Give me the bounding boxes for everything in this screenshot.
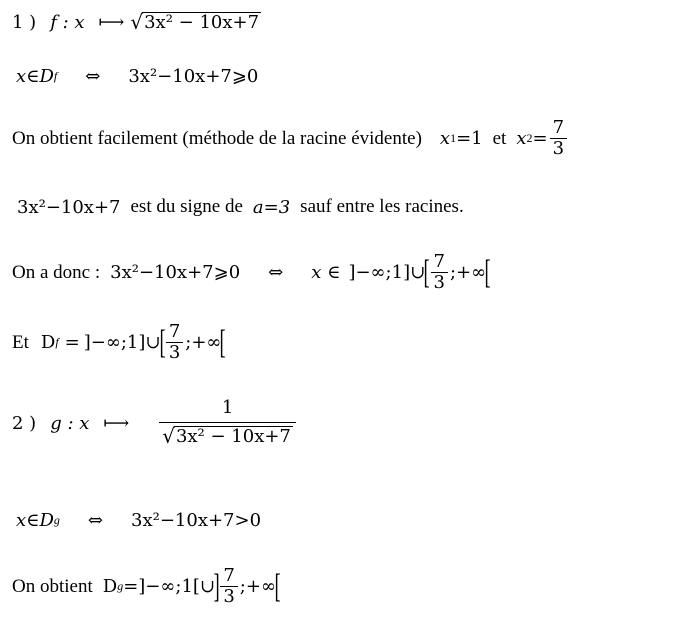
dg-interval-1: ]−∞;1[∪	[138, 576, 216, 598]
domain-g-rhs: 3x²−10x+7>0	[131, 510, 262, 531]
dg-num: 7	[223, 565, 235, 586]
roots-text: On obtient facilement (méthode de la racine évidente)	[12, 127, 422, 149]
donc-num: 7	[433, 251, 445, 272]
donc-interval-1: ]−∞;1]∪	[348, 262, 426, 284]
donc-den: 3	[431, 272, 448, 294]
dg-sub: g	[117, 579, 124, 594]
q2-function-name: g : x	[50, 412, 90, 434]
dg-eq: =	[123, 576, 139, 598]
q1-sqrt	[130, 12, 261, 34]
dg-D: D	[102, 576, 118, 598]
root-x2-fraction	[550, 118, 567, 159]
maps-to-icon: ⟼	[98, 12, 125, 34]
sign-poly: 3x²−10x+7	[17, 196, 121, 218]
right-bracket-icon: ]	[213, 567, 220, 605]
domain-f-condition	[16, 66, 258, 87]
dg-interval-2: ;+∞	[239, 576, 276, 598]
donc-text: On a donc :	[12, 261, 101, 283]
domain-f-sub: f	[53, 69, 58, 83]
df-eq: =	[64, 332, 80, 354]
left-bracket-icon: [	[423, 253, 430, 291]
dg-fraction	[220, 566, 237, 607]
domain-f-rhs: 3x²−10x+7⩾0	[128, 66, 259, 87]
root-x2-eq: =	[532, 128, 548, 150]
q2-sqrt	[162, 423, 293, 448]
root-x2-den: 3	[550, 138, 567, 160]
sign-text-2: sauf entre les racines.	[300, 196, 464, 217]
domain-f-lhs: x∈D	[16, 66, 54, 87]
dg-text: On obtient	[12, 575, 93, 597]
donc-interval-2: ;+∞	[449, 262, 487, 284]
open-bracket-icon: [	[484, 253, 491, 291]
q2-definition	[12, 398, 298, 448]
maps-to-icon: ⟼	[103, 412, 130, 434]
df-sub: f	[55, 335, 59, 350]
dg-den: 3	[220, 586, 237, 608]
radical-icon: √	[162, 423, 175, 448]
open-bracket-icon: [	[274, 567, 281, 605]
donc-x-in: x ∈	[311, 262, 341, 284]
root-x2-sub: 2	[526, 131, 533, 146]
df-line	[12, 322, 225, 363]
q1-definition	[12, 12, 261, 34]
root-x1-sub: 1	[450, 131, 457, 146]
donc-fraction	[431, 252, 448, 293]
df-num: 7	[168, 321, 181, 342]
q2-num: 1	[221, 397, 234, 418]
donc-line	[12, 252, 489, 293]
equiv-icon: ⇔	[85, 66, 101, 87]
domain-g-condition	[16, 510, 261, 531]
roots-line	[12, 118, 569, 159]
root-x1: x	[439, 128, 451, 150]
donc-ineq: 3x²−10x+7⩾0	[110, 262, 241, 284]
equiv-icon: ⇔	[87, 510, 104, 531]
sign-a: a=3	[252, 196, 291, 218]
df-D: D	[40, 332, 56, 354]
domain-g-sub: g	[53, 513, 60, 527]
donc-equiv: ⇔	[268, 262, 284, 284]
domain-g-lhs: x∈D	[16, 510, 54, 531]
roots-et: et	[492, 127, 507, 149]
q1-label: 1 )	[12, 12, 37, 34]
sign-line	[17, 196, 464, 218]
open-bracket-icon: [	[219, 323, 227, 361]
root-x1-value: =1	[456, 128, 483, 150]
q1-function-name: f : x	[50, 12, 85, 34]
q1-radicand: 3x² − 10x+7	[144, 12, 260, 33]
q2-radicand: 3x² − 10x+7	[175, 425, 291, 447]
sign-text-1: est du signe de	[130, 196, 243, 217]
df-interval-2: ;+∞	[185, 332, 222, 354]
left-bracket-icon: [	[159, 323, 166, 361]
df-interval-1: ]−∞;1]∪	[83, 332, 161, 354]
root-x2: x	[516, 128, 527, 150]
q2-fraction	[159, 398, 296, 448]
df-text: Et	[12, 331, 29, 353]
root-x2-num: 7	[552, 117, 565, 138]
q2-label: 2 )	[12, 412, 37, 434]
dg-line	[12, 566, 279, 607]
df-fraction	[166, 322, 183, 363]
q2-den	[159, 422, 296, 449]
radical-icon: √	[130, 10, 144, 34]
df-den: 3	[166, 342, 183, 364]
